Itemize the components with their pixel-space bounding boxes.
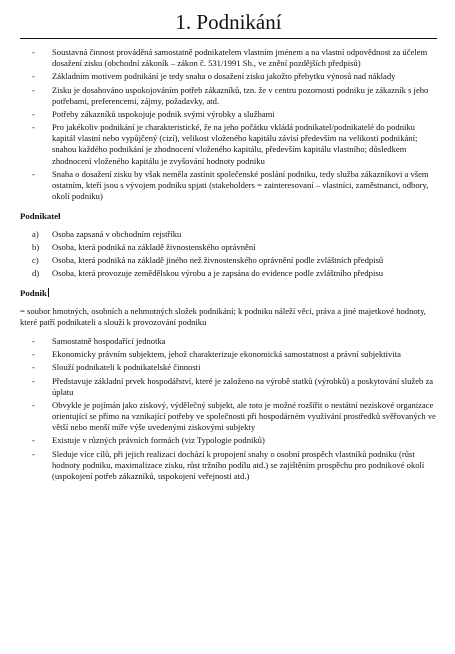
list-item: - Snaha o dosažení zisku by však neměla zastínit společenské poslání podniku, tedy služba zákazníkovi a všem ostatním, kteří jsou s vývojem podniku spjati (stakeholders = zainteresovaní – vlastníci, zaměstnanci, odbory, okolí podniku): [20, 169, 437, 203]
podnik-list: [20, 336, 437, 482]
list-item-text: Osoba, která podniká na základě živnostenského oprávnění: [52, 241, 256, 252]
list-item: - Základním motivem podnikání je tedy snaha o dosažení zisku jakožto přebytku výnosů nad náklady: [20, 71, 437, 82]
podnik-heading[interactable]: [20, 288, 437, 299]
list-item: - Sleduje více cílů, při jejich realizaci dochází k propojení snahy o osobní prospěch vlastníků podniku (růst hodnoty podniku, maximalizace zisku, růst tržního podílu atd.) se zajištěním prospěchu pro podnikové okolí (uspokojení potřeb zákazníků, uspokojení veřejnosti atd.): [20, 449, 437, 483]
podnik-definition: = soubor hmotných, osobních a nehmotných složek podnikání; k podniku náleží věci, práva a jiné majetkové hodnoty, které patří podnikateli a slouží k provozování podniku: [20, 305, 426, 327]
list-item: [20, 255, 437, 266]
text-cursor: [48, 288, 49, 297]
list-item: - Představuje základní prvek hospodářství, které je založeno na výrobě statků (výrobků) a poskytování služeb za úplatu: [20, 376, 437, 398]
list-marker: a): [32, 228, 39, 239]
list-marker: c): [32, 255, 39, 265]
list-item: - Potřeby zákazníků uspokojuje podnik svými výrobky a službami: [20, 109, 437, 120]
list-item: - Samostatně hospodařící jednotka: [20, 336, 437, 347]
podnikatel-heading: Podnikatel: [20, 211, 61, 222]
title-underline: [20, 38, 437, 39]
list-item-text: Osoba, která podniká na základě jiného než živnostenského oprávnění podle zvláštních předpisů: [52, 255, 384, 265]
list-item: - Obvykle je pojímán jako ziskový, výdělečný subjekt, ale toto je možné rozšířit o nestátní neziskové organizace orientující se přímo na vznikající potřeby ve společnosti při hospodárném využívání prostředků svěřovaných ve větší nebo menší míře výše uvedenými ziskovými subjekty: [20, 400, 437, 434]
list-item: - Pro jakékoliv podnikání je charakteristické, že na jeho počátku vkládá podnikatel/podnikatelé do podniku kapitál vlastní nebo vypůjčený (cizí), velikost vloženého kapitálu závisí především na velikosti podnikání; snahou každého podnikání je zhodnocení vloženého kapitálu, především kapitálu vlastního; důsledkem zhodnocení vloženého kapitálu je zvyšování hodnoty podniku: [20, 122, 437, 167]
list-item: - Existuje v různých právních formách (viz Typologie podniků): [20, 435, 437, 446]
intro-list: [20, 47, 437, 202]
list-item: [20, 229, 437, 240]
list-item: - Zisku je dosahováno uspokojováním potřeb zákazníků, tzn. že v centru pozornosti podniku je zákazník s jeho potřebami, preferencemi, zájmy, požadavky, atd.: [20, 85, 437, 107]
list-item: [20, 242, 437, 253]
list-item: - Slouží podnikateli k podnikatelské činnosti: [20, 362, 437, 373]
list-item: - Soustavná činnost prováděná samostatně podnikatelem vlastním jménem a na vlastní odpovědnost za účelem dosažení zisku (obchodní zákoník – zákon č. 531/1991 Sb., ve znění pozdějších předpisů): [20, 47, 437, 69]
list-item: [20, 268, 437, 279]
list-marker: b): [32, 241, 40, 252]
list-item: - Ekonomicky právním subjektem, jehož charakterizuje ekonomická samostatnost a právní subjektivita: [20, 349, 437, 360]
list-item-text: Osoba, která provozuje zemědělskou výrobu a je zapsána do evidence podle zvláštního předpisu: [52, 268, 383, 279]
podnikatel-list: [20, 229, 437, 280]
list-marker: d): [32, 268, 40, 279]
list-item-text: Osoba zapsaná v obchodním rejstříku: [52, 228, 182, 239]
podnik-heading-text: Podnik: [20, 288, 47, 299]
page-title: 1. Podnikání: [175, 10, 282, 34]
